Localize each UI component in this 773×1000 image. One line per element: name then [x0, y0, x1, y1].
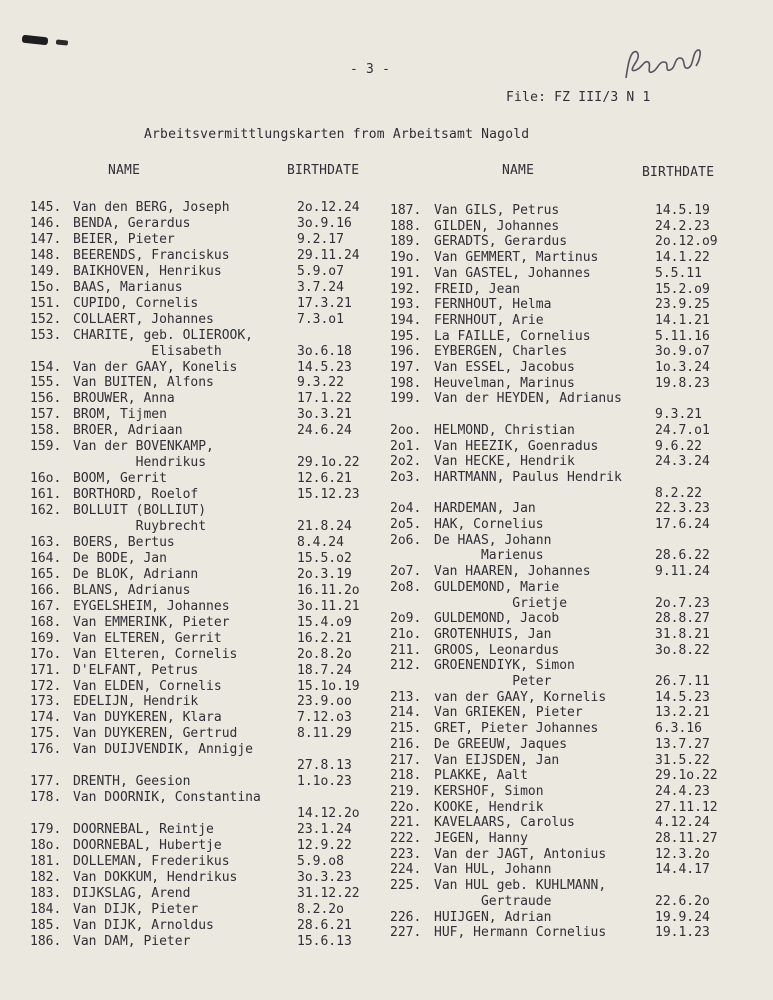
entry-birthdate: 23.9.25 [655, 297, 710, 313]
entry-birthdate: 4.12.24 [655, 815, 710, 831]
entry-number: 179. [30, 822, 62, 838]
entry-name: Van DUYKEREN, Klara [73, 710, 222, 726]
entry-number: 194. [390, 312, 422, 328]
entry-name: HARDEMAN, Jan [434, 501, 536, 517]
entry-birthdate: 3o.6.18 [297, 343, 352, 359]
entry-name: BAIKHOVEN, Henrikus [73, 263, 222, 279]
entry-birthdate: 14.1.21 [655, 312, 710, 328]
entry-number: 178. [30, 790, 62, 806]
column-header-name-left: NAME [108, 163, 141, 178]
entry-name: Van ELTEREN, Gerrit [73, 630, 222, 646]
entry-number: 2oo. [390, 422, 422, 438]
entry-number: 171. [30, 662, 62, 678]
entry-name: Grietje [434, 595, 568, 611]
entry-number: 225. [390, 878, 422, 894]
entry-number: 177. [30, 774, 62, 790]
entry-number: 2o8. [390, 579, 422, 595]
entry-number: 223. [390, 846, 422, 862]
entry-name: HUIJGEN, Adrian [434, 909, 552, 925]
entry-number: 218. [390, 768, 422, 784]
entry-number: 2o1. [390, 438, 422, 454]
entry-birthdate: 9.3.21 [655, 407, 702, 423]
entry-birthdate: 26.7.11 [655, 674, 710, 689]
entry-name: DOORNEBAL, Reintje [73, 822, 214, 838]
entry-number: 15o. [30, 279, 62, 295]
entry-number: 214. [390, 705, 422, 721]
entry-birthdate: 5.5.11 [655, 265, 702, 281]
entry-birthdate: 17.6.24 [655, 517, 710, 532]
entry-birthdate: 1.1o.23 [297, 774, 352, 790]
entry-name: BROER, Adriaan [73, 423, 183, 439]
entry-birthdate: 17.1.22 [297, 391, 352, 407]
entry-number: 2o9. [390, 611, 422, 627]
entry-name: Van DUYKEREN, Gertrud [73, 726, 238, 742]
entry-number: 22o. [390, 799, 422, 815]
entry-name: BOERS, Bertus [73, 534, 175, 550]
entry-name: Van HAAREN, Johannes [434, 564, 591, 580]
entry-birthdate: 3o.3.21 [297, 407, 352, 423]
entry-birthdate: 15.6.13 [297, 933, 352, 949]
entry-name: HUF, Hermann Cornelius [434, 925, 607, 941]
entry-birthdate: 15.5.o2 [297, 550, 352, 566]
entry-birthdate: 24.3.24 [655, 454, 710, 470]
entry-number: 161. [30, 487, 62, 503]
entry-birthdate: 24.2.23 [655, 218, 710, 234]
entry-birthdate: 15.12.23 [297, 487, 360, 503]
entry-name: FREID, Jean [434, 281, 521, 297]
entry-name: Van GRIEKEN, Pieter [434, 705, 583, 721]
entry-birthdate: 14.12.2o [297, 806, 360, 822]
entry-birthdate: 24.4.23 [655, 783, 710, 799]
entry-number: 175. [30, 726, 62, 742]
entry-name: KERSHOF, Simon [434, 783, 544, 799]
entry-name: CUPIDO, Cornelis [73, 295, 199, 311]
document-title: Arbeitsvermittlungskarten from Arbeitsamt Nagold [144, 127, 530, 142]
entry-name: D'ELFANT, Petrus [73, 662, 199, 678]
entry-name: BEIER, Pieter [73, 231, 175, 247]
entry-number: 153. [30, 327, 62, 343]
entry-birthdate: 17.3.21 [297, 295, 352, 311]
entry-name: BROM, Tijmen [73, 407, 167, 423]
entry-name: Van GEMMERT, Martinus [434, 250, 599, 266]
entry-birthdate: 14.1.22 [655, 250, 710, 266]
entry-number: 159. [30, 439, 62, 455]
entry-birthdate: 12.3.2o [655, 846, 710, 862]
entry-birthdate: 27.11.12 [655, 799, 718, 815]
entry-birthdate: 31.5.22 [655, 752, 710, 768]
entry-number: 197. [390, 360, 422, 375]
entry-number: 2o4. [390, 501, 422, 517]
entry-name: Van DIJK, Arnoldus [73, 917, 214, 933]
entry-name: Van der HEYDEN, Adrianus [434, 391, 622, 407]
entry-number: 169. [30, 630, 62, 646]
entry-birthdate: 19.8.23 [655, 375, 710, 391]
entry-name: DIJKSLAG, Arend [73, 885, 191, 901]
entry-birthdate: 18.7.24 [297, 662, 352, 678]
entry-birthdate: 19.9.24 [655, 909, 710, 925]
entry-number: 168. [30, 614, 62, 630]
entry-name: Gertraude [434, 893, 552, 909]
entry-number: 192. [390, 281, 422, 297]
entry-birthdate: 9.3.22 [297, 375, 344, 391]
entry-name: DRENTH, Geesion [73, 774, 191, 790]
entry-name: Ruybrecht [73, 519, 207, 534]
entry-name: DOORNEBAL, Hubertje [73, 838, 222, 853]
entry-name: van der GAAY, Kornelis [434, 689, 607, 705]
entry-number: 2o2. [390, 454, 422, 470]
entry-number: 2o5. [390, 517, 422, 532]
entry-birthdate: 8.2.22 [655, 485, 702, 501]
entry-birthdate: 14.4.17 [655, 862, 710, 878]
entry-number: 146. [30, 215, 62, 231]
entry-birthdate: 3.7.24 [297, 279, 344, 295]
entry-name: Van DOKKUM, Hendrikus [73, 869, 238, 885]
entry-number: 145. [30, 200, 62, 215]
entry-birthdate: 2o.12.24 [297, 200, 360, 215]
entry-name: Van der BOVENKAMP, [73, 439, 214, 455]
entry-birthdate: 14.5.23 [655, 689, 710, 705]
handwritten-annotation [620, 44, 710, 90]
entry-number: 185. [30, 917, 62, 933]
entry-name: FERNHOUT, Helma [434, 297, 552, 313]
entry-birthdate: 15.2.o9 [655, 281, 710, 297]
entry-birthdate: 1o.3.24 [655, 360, 710, 375]
entry-birthdate: 23.1.24 [297, 822, 352, 838]
entry-birthdate: 2o.3.19 [297, 566, 352, 582]
entry-birthdate: 3o.8.22 [655, 642, 710, 658]
entry-number: 227. [390, 925, 422, 941]
entry-name: EYGELSHEIM, Johannes [73, 598, 230, 614]
entry-number: 17o. [30, 646, 62, 662]
entry-number: 196. [390, 344, 422, 360]
entry-birthdate: 5.11.16 [655, 328, 710, 344]
entry-number: 181. [30, 853, 62, 869]
entry-name: BAAS, Marianus [73, 279, 183, 295]
entry-number: 2o3. [390, 469, 422, 485]
entry-name: Van DAM, Pieter [73, 933, 191, 949]
entry-name: BENDA, Gerardus [73, 215, 191, 231]
entry-birthdate: 7.12.o3 [297, 710, 352, 726]
entry-name: Elisabeth [73, 343, 222, 359]
entry-number: 176. [30, 742, 62, 758]
column-header-birthdate-left: BIRTHDATE [287, 163, 360, 178]
entry-name: EYBERGEN, Charles [434, 344, 568, 360]
entry-name: La FAILLE, Cornelius [434, 328, 591, 344]
entry-number: 182. [30, 869, 62, 885]
entry-number: 16o. [30, 471, 62, 487]
entry-number: 199. [390, 391, 422, 407]
entry-number: 2o7. [390, 564, 422, 580]
entry-name: BORTHORD, Roelof [73, 487, 199, 503]
entry-birthdate: 8.11.29 [297, 726, 352, 742]
entry-birthdate: 7.3.o1 [297, 311, 344, 327]
entry-name: De BLOK, Adriann [73, 566, 199, 582]
entry-birthdate: 16.11.2o [297, 582, 360, 598]
entry-name: HARTMANN, Paulus Hendrik [434, 469, 622, 485]
entry-birthdate: 3o.11.21 [297, 598, 360, 614]
entry-name: BEERENDS, Franciskus [73, 247, 230, 263]
entry-birthdate: 24.7.o1 [655, 422, 710, 438]
entry-birthdate: 28.6.21 [297, 917, 352, 933]
entry-name: GULDEMOND, Marie [434, 579, 560, 595]
entry-birthdate: 29.11.24 [297, 247, 360, 263]
entry-name: Van der JAGT, Antonius [434, 846, 607, 862]
entry-name: GROOS, Leonardus [434, 642, 560, 658]
column-header-birthdate-right: BIRTHDATE [642, 165, 715, 180]
entry-name: Hendrikus [73, 455, 207, 471]
entry-birthdate: 13.2.21 [655, 705, 710, 721]
entry-number: 167. [30, 598, 62, 614]
entry-number: 163. [30, 534, 62, 550]
entry-birthdate: 21.8.24 [297, 519, 352, 534]
entry-birthdate: 3o.9.o7 [655, 344, 710, 360]
entry-name: BROUWER, Anna [73, 391, 175, 407]
entry-number: 219. [390, 783, 422, 799]
entry-number: 193. [390, 297, 422, 313]
entry-number: 155. [30, 375, 62, 391]
entry-name: De GREEUW, Jaques [434, 736, 568, 752]
entry-birthdate: 29.1o.22 [655, 768, 718, 784]
column-header-name-right: NAME [502, 163, 535, 178]
entry-name: Heuvelman, Marinus [434, 375, 575, 391]
entry-number: 173. [30, 694, 62, 710]
entry-name: Van DOORNIK, Constantina [73, 790, 261, 806]
entry-birthdate: 16.2.21 [297, 630, 352, 646]
entry-name: Van HUL, Johann [434, 862, 552, 878]
entry-birthdate: 13.7.27 [655, 736, 710, 752]
entry-number: 215. [390, 721, 422, 737]
entry-name: Van ESSEL, Jacobus [434, 360, 575, 375]
entry-birthdate: 23.9.oo [297, 694, 352, 710]
entry-birthdate: 9.2.17 [297, 231, 344, 247]
entry-number: 184. [30, 901, 62, 917]
entry-name: Marienus [434, 548, 544, 564]
entry-birthdate: 22.6.2o [655, 893, 710, 909]
entry-name: GROTENHUIS, Jan [434, 626, 552, 642]
entry-name: EDELIJN, Hendrik [73, 694, 199, 710]
entry-birthdate: 31.8.21 [655, 626, 710, 642]
entry-name: GRET, Pieter Johannes [434, 721, 599, 737]
entry-name: BOLLUIT (BOLLIUT) [73, 503, 207, 519]
entry-birthdate: 29.1o.22 [297, 455, 360, 471]
entry-name: Van GASTEL, Johannes [434, 265, 591, 281]
entry-number: 151. [30, 295, 62, 311]
entry-number: 211. [390, 642, 422, 658]
entry-name: PLAKKE, Aalt [434, 768, 528, 784]
entry-number: 154. [30, 359, 62, 375]
entry-birthdate: 8.4.24 [297, 534, 344, 550]
entry-number: 189. [390, 234, 422, 250]
entry-name: Van DUIJVENDIK, Annigje [73, 742, 254, 758]
entry-birthdate: 14.5.19 [655, 203, 710, 218]
entry-name: Peter [434, 674, 552, 689]
entry-name: Van HEEZIK, Goenradus [434, 438, 599, 454]
entry-number: 217. [390, 752, 422, 768]
entry-name: BLANS, Adrianus [73, 582, 191, 598]
entry-birthdate: 2o.7.23 [655, 595, 710, 611]
entry-number: 186. [30, 933, 62, 949]
entry-name: Van HECKE, Hendrik [434, 454, 575, 470]
entry-number: 172. [30, 678, 62, 694]
entry-birthdate: 2o.8.2o [297, 646, 352, 662]
entry-name: GROENENDIYK, Simon [434, 658, 575, 674]
entry-number: 164. [30, 550, 62, 566]
entry-number: 222. [390, 831, 422, 846]
entry-number: 195. [390, 328, 422, 344]
file-reference: File: FZ III/3 N 1 [506, 90, 651, 105]
entry-number: 147. [30, 231, 62, 247]
entry-number: 158. [30, 423, 62, 439]
entry-name: Van der GAAY, Konelis [73, 359, 238, 375]
entry-birthdate: 22.3.23 [655, 501, 710, 517]
entry-name: KOOKE, Hendrik [434, 799, 544, 815]
entry-birthdate: 12.6.21 [297, 471, 352, 487]
entry-name: CHARITE, geb. OLIEROOK, [73, 327, 254, 343]
entry-name: KAVELAARS, Carolus [434, 815, 575, 831]
entry-name: HAK, Cornelius [434, 517, 544, 532]
entry-birthdate: 15.4.o9 [297, 614, 352, 630]
entry-name: Van EMMERINK, Pieter [73, 614, 230, 630]
entry-birthdate: 28.8.27 [655, 611, 710, 627]
entry-birthdate: 5.9.o7 [297, 263, 344, 279]
entry-birthdate: 24.6.24 [297, 423, 352, 439]
entry-number: 191. [390, 265, 422, 281]
entry-name: Van Elteren, Cornelis [73, 646, 238, 662]
entry-name: Van ELDEN, Cornelis [73, 678, 222, 694]
entry-birthdate: 9.6.22 [655, 438, 702, 454]
entry-name: BOOM, Gerrit [73, 471, 167, 487]
entry-birthdate: 27.8.13 [297, 758, 352, 774]
page-number: - 3 - [350, 62, 391, 77]
entry-birthdate: 6.3.16 [655, 721, 702, 737]
entry-number: 157. [30, 407, 62, 423]
entry-number: 18o. [30, 838, 62, 853]
entry-number: 166. [30, 582, 62, 598]
entry-number: 174. [30, 710, 62, 726]
entry-name: GILDEN, Johannes [434, 218, 560, 234]
entry-number: 165. [30, 566, 62, 582]
entry-number: 156. [30, 391, 62, 407]
entry-birthdate: 28.6.22 [655, 548, 710, 564]
entry-number: 21o. [390, 626, 422, 642]
entry-number: 19o. [390, 250, 422, 266]
entry-name: Van den BERG, Joseph [73, 200, 230, 215]
entry-number: 213. [390, 689, 422, 705]
entry-number: 149. [30, 263, 62, 279]
entry-name: De HAAS, Johann [434, 532, 552, 548]
entry-number: 2o6. [390, 532, 422, 548]
entry-number: 226. [390, 909, 422, 925]
entry-number: 224. [390, 862, 422, 878]
entry-name: COLLAERT, Johannes [73, 311, 214, 327]
entry-number: 212. [390, 658, 422, 674]
entry-name: Van GILS, Petrus [434, 203, 560, 218]
punch-hole-mark [22, 35, 49, 46]
entry-number: 198. [390, 375, 422, 391]
entry-number: 221. [390, 815, 422, 831]
entry-number: 152. [30, 311, 62, 327]
entry-birthdate: 15.1o.19 [297, 678, 360, 694]
entry-birthdate: 28.11.27 [655, 831, 718, 846]
entry-name: JEGEN, Hanny [434, 831, 528, 846]
entry-number: 216. [390, 736, 422, 752]
punch-hole-mark-small [56, 39, 68, 45]
entry-birthdate: 14.5.23 [297, 359, 352, 375]
entry-number: 188. [390, 218, 422, 234]
entry-name: GULDEMOND, Jacob [434, 611, 560, 627]
entry-name: Van EIJSDEN, Jan [434, 752, 560, 768]
entry-birthdate: 8.2.2o [297, 901, 344, 917]
entry-number: 162. [30, 503, 62, 519]
entry-birthdate: 3o.3.23 [297, 869, 352, 885]
entry-name: Van HUL geb. KUHLMANN, [434, 878, 607, 894]
entry-birthdate: 12.9.22 [297, 838, 352, 853]
entry-birthdate: 9.11.24 [655, 564, 710, 580]
entry-birthdate: 31.12.22 [297, 885, 360, 901]
entry-number: 148. [30, 247, 62, 263]
entry-birthdate: 3o.9.16 [297, 215, 352, 231]
entry-name: Van BUITEN, Alfons [73, 375, 214, 391]
entry-birthdate: 19.1.23 [655, 925, 710, 941]
entry-name: Van DIJK, Pieter [73, 901, 199, 917]
entry-number: 187. [390, 203, 422, 218]
entry-number: 183. [30, 885, 62, 901]
entry-name: HELMOND, Christian [434, 422, 575, 438]
entry-birthdate: 5.9.o8 [297, 853, 344, 869]
entry-name: De BODE, Jan [73, 550, 167, 566]
entry-birthdate: 2o.12.o9 [655, 234, 718, 250]
entry-name: FERNHOUT, Arie [434, 312, 544, 328]
entry-name: GERADTS, Gerardus [434, 234, 568, 250]
entry-name: DOLLEMAN, Frederikus [73, 853, 230, 869]
